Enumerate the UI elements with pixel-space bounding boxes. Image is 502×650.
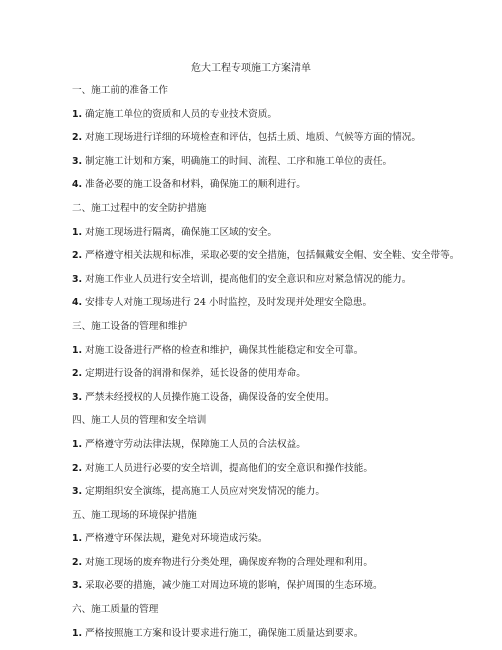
list-item-number: 1. xyxy=(72,226,83,238)
list-item-number: 2. xyxy=(72,556,83,568)
list-item-text: 安排专人对施工现场进行 24 小时监控，及时发现并处理安全隐患。 xyxy=(85,297,373,309)
list-item-text: 对施工作业人员进行安全培训，提高他们的安全意识和应对紧急情况的能力。 xyxy=(85,273,412,285)
list-item-number: 2. xyxy=(72,132,83,144)
list-item-number: 3. xyxy=(72,580,83,592)
list-item xyxy=(72,131,492,144)
list-item-number: 2. xyxy=(72,250,83,262)
list-item-text: 确定施工单位的资质和人员的专业技术资质。 xyxy=(85,108,278,120)
list-item xyxy=(72,462,492,475)
list-item-text: 对施工现场进行详细的环境检查和评估，包括土质、地质、气候等方面的情况。 xyxy=(85,132,421,144)
section-heading: 一、施工前的准备工作 xyxy=(72,85,168,96)
list-item-number: 1. xyxy=(72,627,83,639)
list-item-number: 4. xyxy=(72,297,83,309)
list-item xyxy=(72,155,492,168)
list-item-number: 4. xyxy=(72,179,83,191)
list-item xyxy=(72,532,492,545)
list-item-text: 对施工设备进行严格的检查和维护，确保其性能稳定和安全可靠。 xyxy=(85,344,364,356)
list-item-number: 3. xyxy=(72,486,83,498)
document-body xyxy=(72,84,492,650)
list-item-number: 2. xyxy=(72,462,83,474)
list-item-text: 对施工现场进行隔离，确保施工区域的安全。 xyxy=(85,226,278,238)
section-heading: 六、施工质量的管理 xyxy=(72,604,159,616)
list-item xyxy=(72,249,492,262)
list-item-number: 1. xyxy=(72,438,83,450)
list-item-text: 对施工现场的废弃物进行分类处理，确保废弃物的合理处理和利用。 xyxy=(85,556,373,568)
list-item-text: 准备必要的施工设备和材料，确保施工的顺利进行。 xyxy=(85,179,306,191)
list-item-text: 严格遵守环保法规，避免对环境造成污染。 xyxy=(85,533,268,545)
section-heading: 二、施工过程中的安全防护措施 xyxy=(72,202,207,214)
list-item xyxy=(72,438,492,451)
list-item xyxy=(72,579,492,592)
list-item xyxy=(72,627,492,640)
section-heading: 三、施工设备的管理和维护 xyxy=(72,320,188,332)
list-item xyxy=(72,485,492,498)
list-item xyxy=(72,556,492,569)
list-item-text: 严禁未经授权的人员操作施工设备，确保设备的安全使用。 xyxy=(85,391,335,403)
list-item xyxy=(72,178,492,191)
list-item-number: 1. xyxy=(72,344,83,356)
list-item-text: 对施工人员进行必要的安全培训，提高他们的安全意识和操作技能。 xyxy=(85,462,373,474)
list-item-text: 定期进行设备的润滑和保养，延长设备的使用寿命。 xyxy=(85,368,306,380)
list-item xyxy=(72,273,492,286)
section-heading: 四、施工人员的管理和安全培训 xyxy=(72,415,207,427)
list-item xyxy=(72,108,492,121)
list-item-number: 3. xyxy=(72,273,83,285)
list-item-text: 制定施工计划和方案，明确施工的时间、流程、工序和施工单位的责任。 xyxy=(85,155,393,167)
list-item-text: 定期组织安全演练，提高施工人员应对突发情况的能力。 xyxy=(85,486,325,498)
list-item-text: 严格遵守相关法规和标准，采取必要的安全措施，包括佩戴安全帽、安全鞋、安全带等。 xyxy=(85,250,460,262)
list-item-text: 严格按照施工方案和设计要求进行施工，确保施工质量达到要求。 xyxy=(85,627,364,639)
list-item-number: 1. xyxy=(72,533,83,545)
list-item xyxy=(72,344,492,357)
list-item-number: 3. xyxy=(72,391,83,403)
list-item xyxy=(72,391,492,404)
list-item xyxy=(72,367,492,380)
list-item-text: 严格遵守劳动法律法规，保障施工人员的合法权益。 xyxy=(85,438,306,450)
section-heading: 五、施工现场的环境保护措施 xyxy=(72,509,197,521)
list-item-number: 1. xyxy=(72,108,83,120)
list-item xyxy=(72,296,492,309)
list-item xyxy=(72,226,492,239)
list-item-text: 采取必要的措施，减少施工对周边环境的影响，保护周围的生态环境。 xyxy=(85,580,383,592)
list-item-number: 3. xyxy=(72,155,83,167)
document-title: 危大工程专项施工方案清单 xyxy=(191,63,311,74)
list-item-number: 2. xyxy=(72,368,83,380)
